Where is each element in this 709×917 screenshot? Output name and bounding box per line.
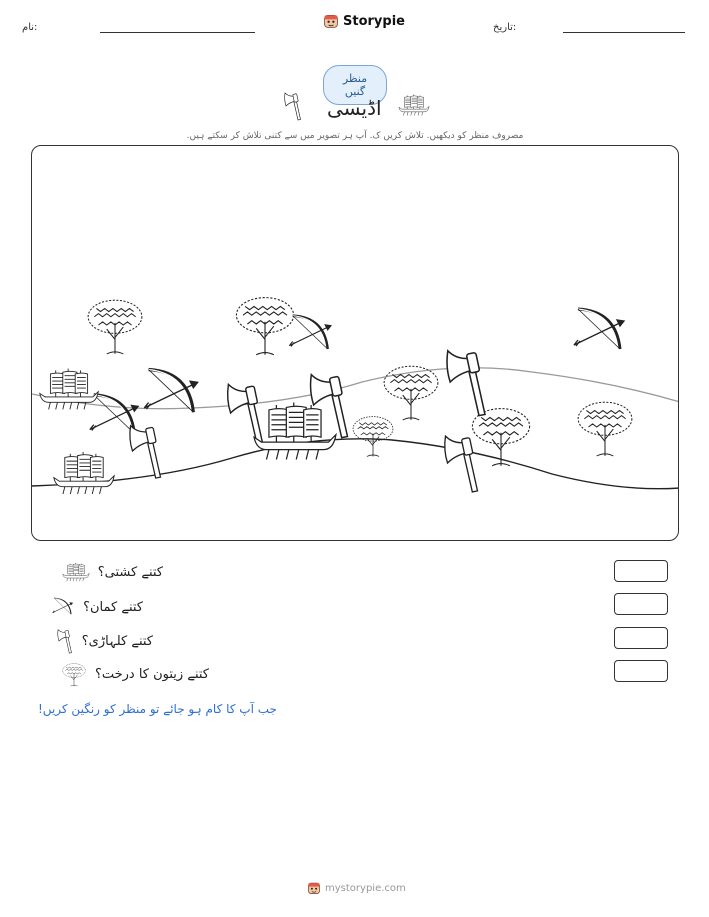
search-scene: [31, 145, 679, 541]
answer-box-axes[interactable]: [614, 627, 668, 649]
storypie-logo-icon: [307, 880, 321, 896]
instructions: مصروف منظر کو دیکھیں. تلاش کریں ک. آپ ہر تصویر میں سے کتنی تلاش کر سکتے ہیں.: [186, 131, 524, 141]
axe: [447, 351, 485, 416]
answer-box-ships[interactable]: [614, 560, 668, 582]
question-axes: [56, 628, 153, 654]
olive-tree: [578, 402, 632, 456]
category-badge: منظر گنیں: [323, 65, 387, 105]
ship-icon: [62, 561, 90, 583]
olive-tree: [353, 417, 393, 457]
answer-box-bows[interactable]: [614, 593, 668, 615]
name-line[interactable]: [100, 32, 255, 33]
question-ships: [62, 561, 163, 583]
site-footer: [307, 880, 406, 896]
site-url: mystorypie.com: [325, 882, 406, 894]
bow: [144, 370, 197, 413]
date-label: تاریخ:: [493, 22, 517, 33]
brand-name: Storypie: [343, 13, 405, 29]
axe: [130, 426, 161, 478]
olive-tree: [88, 300, 142, 354]
olive-tree: [472, 409, 529, 466]
bow: [289, 316, 331, 349]
axe: [445, 436, 478, 492]
question-text: کتنے کشتی؟: [97, 564, 163, 580]
ship-icon: [398, 93, 430, 117]
question-text: کتنے کمان؟: [83, 599, 143, 615]
question-olive-trees: [61, 661, 209, 687]
closing-note: جب آپ کا کام ہو جائے تو منظر کو رنگین کریں!: [38, 702, 277, 716]
question-bows: [51, 594, 143, 620]
olive-tree: [236, 298, 293, 355]
brand-logo: [323, 12, 405, 30]
olive-tree: [384, 366, 438, 420]
axe-icon: [282, 91, 304, 121]
olive-tree-icon: [61, 661, 87, 687]
question-text: کتنے کلہاڑی؟: [81, 633, 153, 649]
storypie-logo-icon: [323, 12, 339, 30]
axe: [228, 384, 263, 443]
axe-icon: [56, 628, 74, 654]
answer-box-olive-trees[interactable]: [614, 660, 668, 682]
scene-illustration: [32, 146, 679, 541]
worksheet-title: اڈیسی: [327, 96, 382, 120]
ship: [40, 369, 98, 410]
bow: [574, 309, 624, 349]
question-text: کتنے زیتون کا درخت؟: [94, 666, 209, 682]
ship: [254, 402, 336, 459]
name-label: نام:: [22, 22, 38, 33]
ship: [54, 452, 114, 494]
bow-icon: [51, 594, 75, 620]
date-line[interactable]: [563, 32, 685, 33]
